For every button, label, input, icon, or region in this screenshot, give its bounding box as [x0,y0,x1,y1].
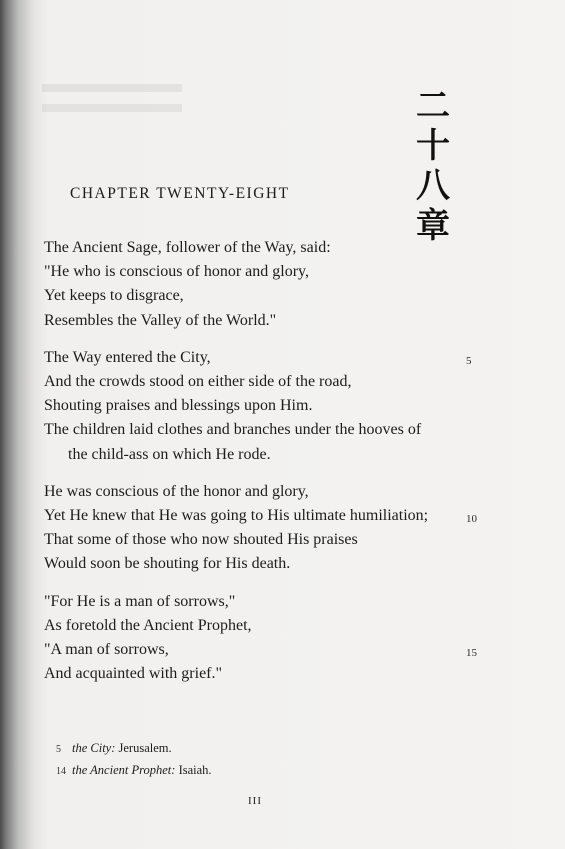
poem-line [44,236,484,260]
stanza [44,236,484,333]
footnote-number: 5 [56,744,61,755]
cjk-char: 十 [416,126,450,166]
line-text: Would soon be shouting for His death. [44,555,291,573]
footnote-term: the City: [72,741,116,755]
poem-line [44,394,484,418]
line-number: 15 [466,647,477,660]
bleed-through-text [42,84,182,124]
cjk-char: 章 [416,206,450,246]
line-text: The children laid clothes and branches under the hooves of [44,421,422,439]
poem-line [44,284,484,308]
stanza [44,480,484,577]
poem-line [44,480,484,504]
footnote-gloss: Isaiah. [175,763,212,777]
line-text: Yet keeps to disgrace, [44,287,184,305]
footnote-gloss: Jerusalem. [115,741,172,755]
cjk-char: 二 [416,86,450,126]
poem-body [44,236,484,699]
line-text: "A man of sorrows, [44,641,169,659]
line-text: Resembles the Valley of the World." [44,311,277,329]
poem-line [44,528,484,552]
stanza [44,346,484,467]
poem-line [44,504,484,528]
chinese-chapter-title [410,86,456,246]
chapter-heading: CHAPTER TWENTY-EIGHT [70,185,290,202]
line-text: He was conscious of the honor and glory, [44,482,309,500]
line-text: Shouting praises and blessings upon Him. [44,397,313,415]
line-text: Yet He knew that He was going to His ultimate humiliation; [44,507,429,525]
footnote-number: 14 [56,766,66,777]
line-text: And acquainted with grief." [44,665,223,683]
poem-line [44,638,484,662]
footnote-term: the Ancient Prophet: [72,763,176,777]
line-text: That some of those who now shouted His praises [44,531,358,549]
poem-line-continuation [44,443,484,467]
page-number: III [248,795,262,807]
poem-line [44,552,484,576]
line-text: And the crowds stood on either side of the road, [44,373,352,391]
line-text: The Way entered the City, [44,348,211,366]
line-text: As foretold the Ancient Prophet, [44,616,252,634]
line-number: 5 [466,354,472,367]
footnotes [56,738,212,782]
poem-line [44,418,484,442]
line-text: The Ancient Sage, follower of the Way, said: [44,239,331,256]
poem-line [44,346,484,370]
line-number: 10 [466,513,477,526]
line-text: "For He is a man of sorrows," [44,592,236,610]
line-text: "He who is conscious of honor and glory, [44,263,310,281]
poem-line [44,614,484,638]
poem-line [44,662,484,686]
poem-line [44,309,484,333]
poem-line [44,260,484,284]
poem-line [44,370,484,394]
footnote [56,760,212,782]
cjk-char: 八 [416,166,450,206]
line-text: the child-ass on which He rode. [68,445,271,463]
stanza [44,590,484,687]
footnote [56,738,212,760]
poem-line [44,590,484,614]
